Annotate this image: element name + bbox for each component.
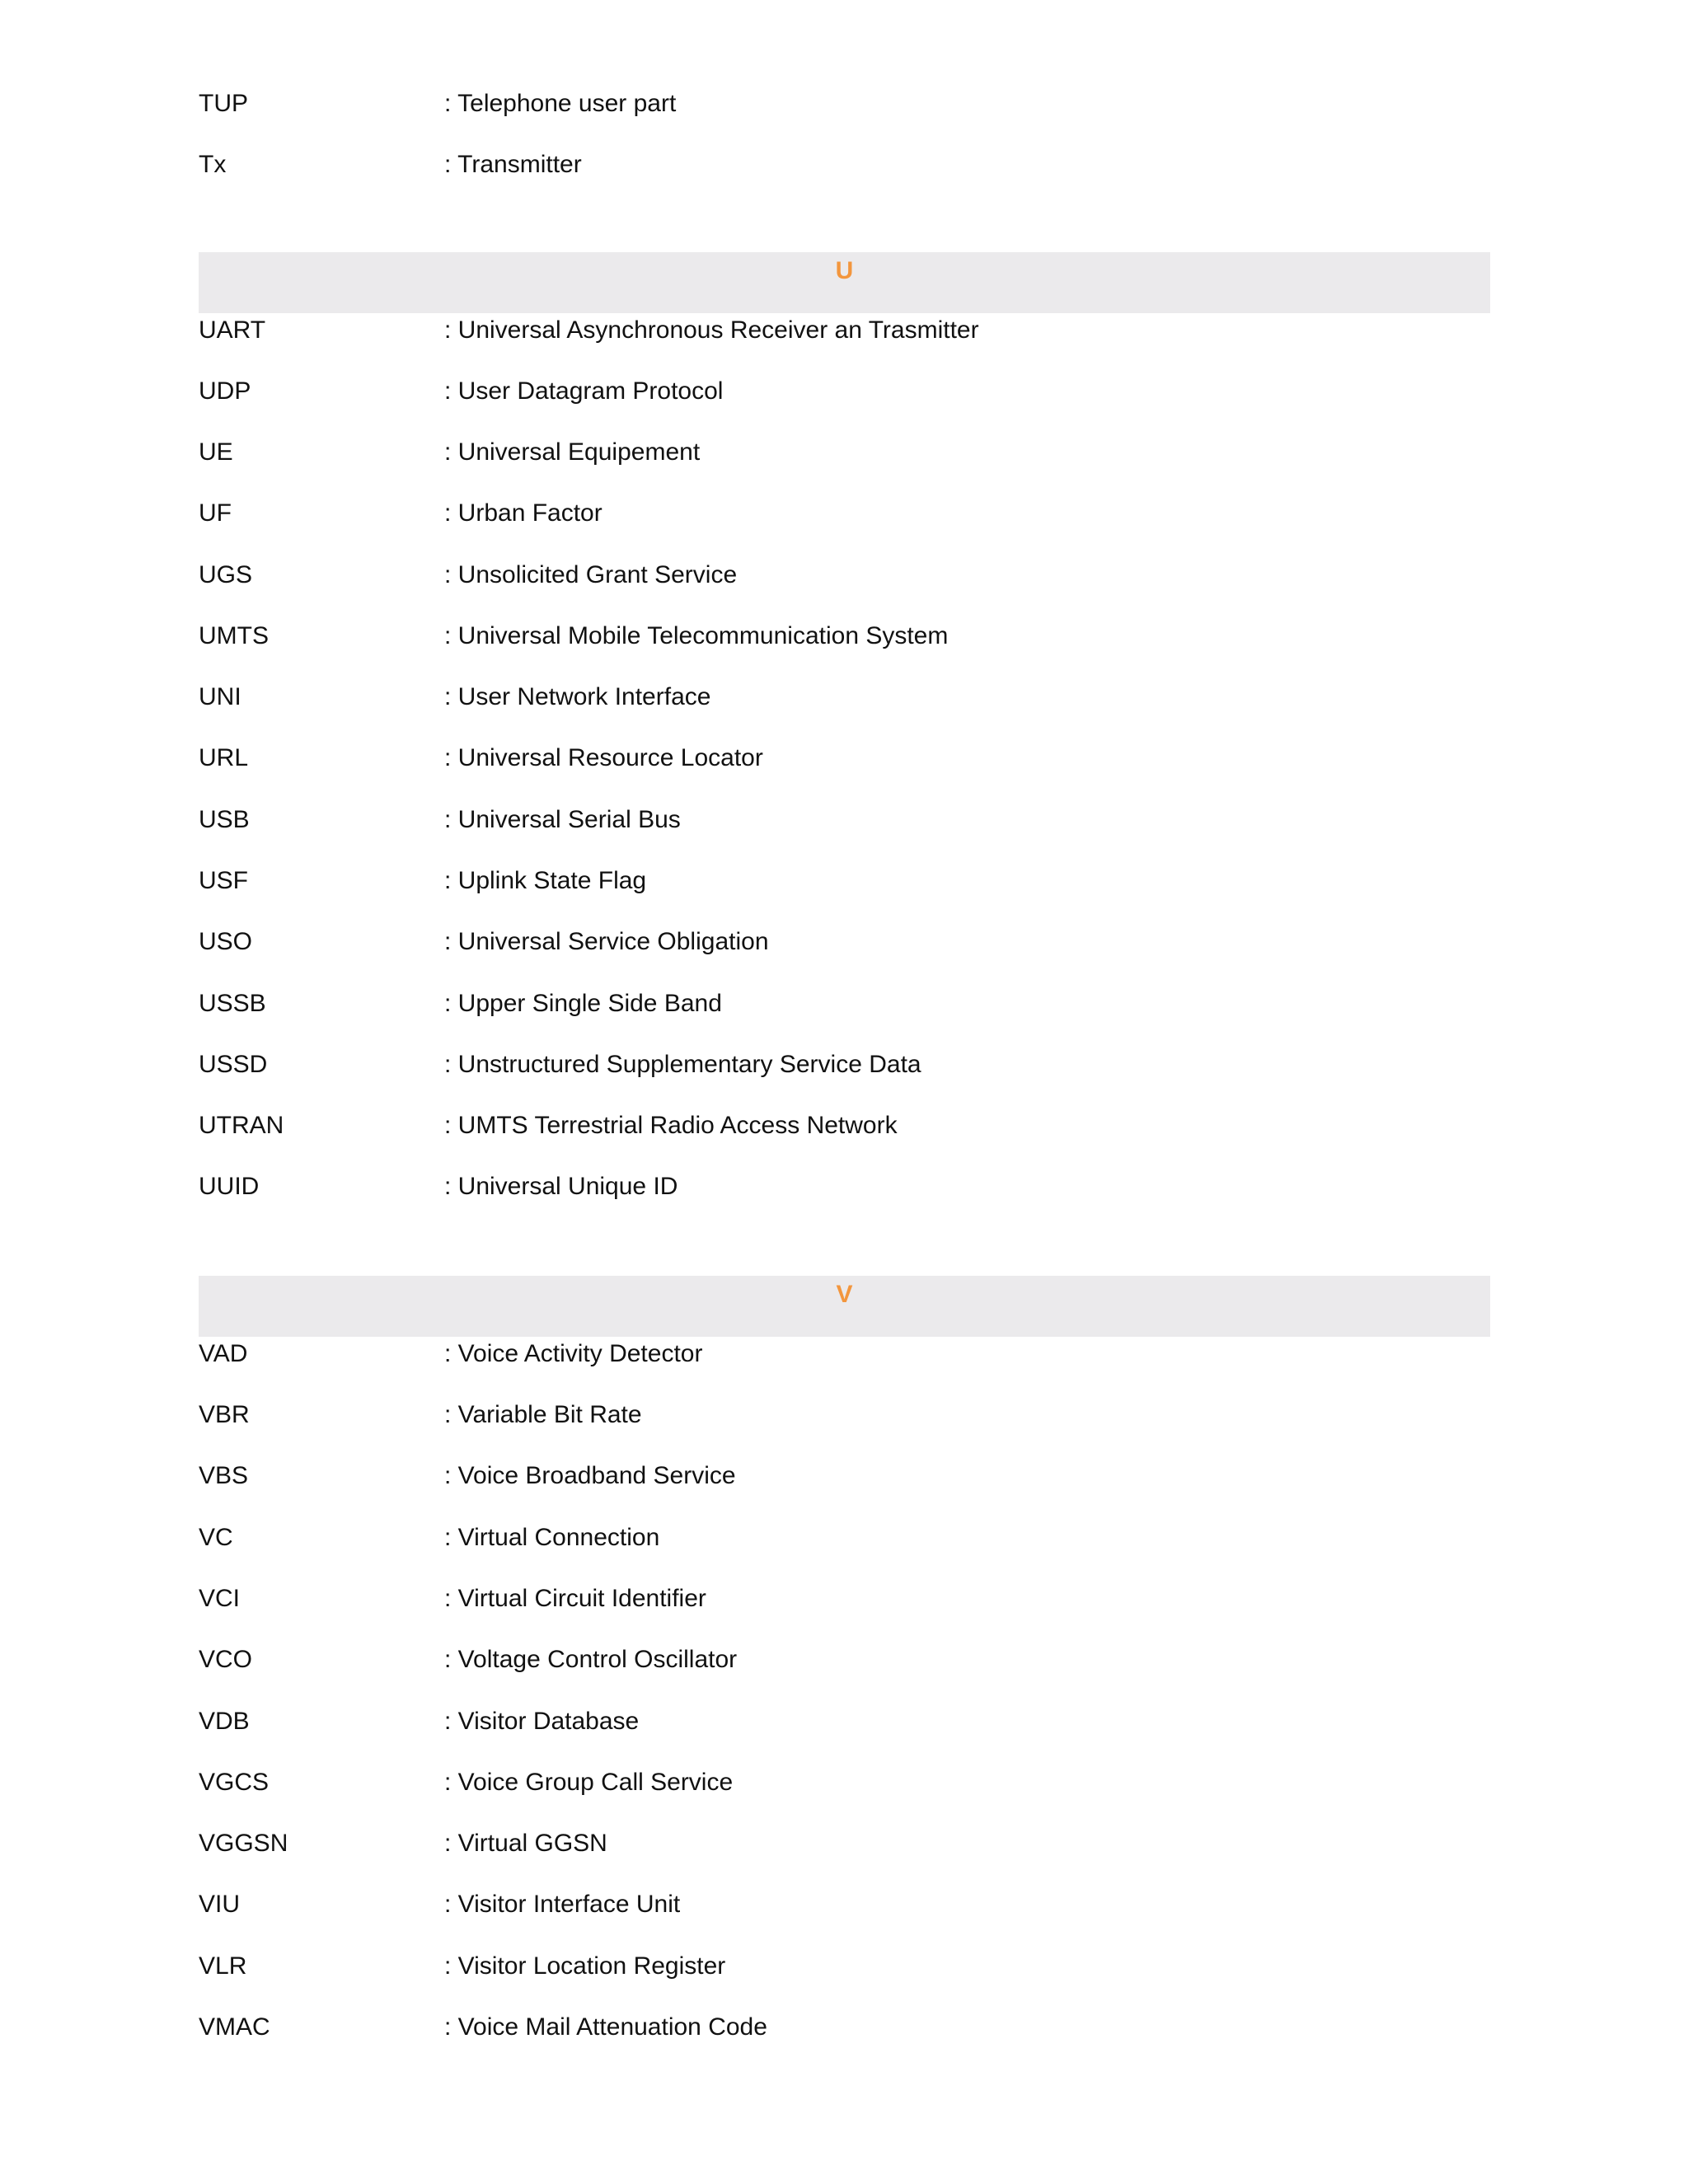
entry-definition: : Transmitter xyxy=(444,151,582,178)
glossary-entry xyxy=(199,865,1490,926)
entry-abbreviation: VBR xyxy=(199,1401,250,1428)
entry-definition: : Voice Broadband Service xyxy=(444,1462,736,1489)
glossary-entry xyxy=(199,1049,1490,1110)
entry-definition: : Visitor Database xyxy=(444,1708,640,1735)
glossary-entry xyxy=(199,149,1490,210)
entry-definition: : Universal Service Obligation xyxy=(444,928,769,955)
entry-definition: : Universal Equipement xyxy=(444,438,701,466)
entry-definition: : User Datagram Protocol xyxy=(444,377,724,405)
glossary-entry xyxy=(199,1767,1490,1828)
section-letter: U xyxy=(835,257,854,284)
glossary-entry xyxy=(199,1889,1490,1950)
entry-definition: : Variable Bit Rate xyxy=(444,1401,642,1428)
entry-definition: : Universal Resource Locator xyxy=(444,744,763,771)
entry-abbreviation: UMTS xyxy=(199,622,269,649)
entry-definition: : UMTS Terrestrial Radio Access Network xyxy=(444,1112,898,1139)
entry-abbreviation: USF xyxy=(199,867,248,894)
glossary-entry xyxy=(199,560,1490,621)
glossary-entry xyxy=(199,1338,1490,1399)
entry-abbreviation: UUID xyxy=(199,1173,260,1200)
glossary-entry xyxy=(199,376,1490,437)
glossary-entry xyxy=(199,88,1490,149)
entry-abbreviation: UART xyxy=(199,316,266,344)
entry-abbreviation: VGCS xyxy=(199,1769,270,1796)
entry-abbreviation: UDP xyxy=(199,377,251,405)
entry-abbreviation: VCO xyxy=(199,1646,253,1673)
entry-definition: : Virtual Connection xyxy=(444,1524,660,1551)
glossary-entry xyxy=(199,1706,1490,1767)
entry-abbreviation: Tx xyxy=(199,151,227,178)
entry-definition: : Universal Mobile Telecommunication System xyxy=(444,622,949,649)
glossary-entry xyxy=(199,1110,1490,1171)
glossary-entry xyxy=(199,682,1490,743)
section-header-v xyxy=(199,1276,1490,1337)
glossary-entry xyxy=(199,988,1490,1049)
entry-abbreviation: VAD xyxy=(199,1340,248,1367)
glossary-entry xyxy=(199,1828,1490,1889)
glossary-entry xyxy=(199,1951,1490,2012)
glossary-entry xyxy=(199,1399,1490,1460)
entry-definition: : User Network Interface xyxy=(444,683,711,710)
entry-abbreviation: VGGSN xyxy=(199,1830,288,1857)
glossary-entry xyxy=(199,804,1490,865)
entry-abbreviation: USSD xyxy=(199,1051,268,1078)
glossary-entry xyxy=(199,315,1490,376)
glossary-entry xyxy=(199,1171,1490,1232)
entry-abbreviation: VIU xyxy=(199,1891,241,1918)
glossary-entry xyxy=(199,1522,1490,1583)
glossary-entry xyxy=(199,743,1490,804)
glossary-entry xyxy=(199,1644,1490,1705)
entry-definition: : Virtual Circuit Identifier xyxy=(444,1585,706,1612)
entry-abbreviation: UTRAN xyxy=(199,1112,284,1139)
entry-definition: : Voltage Control Oscillator xyxy=(444,1646,738,1673)
entry-abbreviation: USB xyxy=(199,806,250,833)
entry-definition: : Voice Activity Detector xyxy=(444,1340,703,1367)
entry-abbreviation: USO xyxy=(199,928,253,955)
entry-definition: : Virtual GGSN xyxy=(444,1830,607,1857)
entry-abbreviation: USSB xyxy=(199,990,266,1017)
entry-abbreviation: TUP xyxy=(199,90,248,117)
entry-definition: : Telephone user part xyxy=(444,90,677,117)
glossary-entry xyxy=(199,621,1490,682)
entry-abbreviation: UGS xyxy=(199,561,253,588)
entry-abbreviation: UF xyxy=(199,499,232,527)
entry-definition: : Voice Group Call Service xyxy=(444,1769,734,1796)
entry-definition: : Universal Unique ID xyxy=(444,1173,678,1200)
entry-abbreviation: URL xyxy=(199,744,249,771)
entry-abbreviation: UNI xyxy=(199,683,241,710)
entry-abbreviation: VDB xyxy=(199,1708,250,1735)
glossary-entry xyxy=(199,2012,1490,2073)
glossary-entry xyxy=(199,1460,1490,1521)
glossary-entry xyxy=(199,437,1490,498)
entry-definition: : Upper Single Side Band xyxy=(444,990,722,1017)
entry-abbreviation: VLR xyxy=(199,1952,247,1980)
entry-abbreviation: VCI xyxy=(199,1585,241,1612)
entry-definition: : Universal Asynchronous Receiver an Trasmitter xyxy=(444,316,979,344)
section-header-u xyxy=(199,252,1490,313)
entry-definition: : Unsolicited Grant Service xyxy=(444,561,738,588)
entry-definition: : Visitor Interface Unit xyxy=(444,1891,681,1918)
entry-abbreviation: VC xyxy=(199,1524,233,1551)
entry-definition: : Visitor Location Register xyxy=(444,1952,726,1980)
glossary-entry xyxy=(199,1583,1490,1644)
entry-definition: : Urban Factor xyxy=(444,499,603,527)
entry-definition: : Universal Serial Bus xyxy=(444,806,681,833)
entry-abbreviation: VBS xyxy=(199,1462,249,1489)
entry-abbreviation: VMAC xyxy=(199,2013,270,2041)
entry-definition: : Uplink State Flag xyxy=(444,867,647,894)
entry-abbreviation: UE xyxy=(199,438,233,466)
glossary-entry xyxy=(199,926,1490,987)
section-letter: V xyxy=(836,1281,853,1308)
glossary-entry xyxy=(199,498,1490,559)
entry-definition: : Unstructured Supplementary Service Data xyxy=(444,1051,921,1078)
entry-definition: : Voice Mail Attenuation Code xyxy=(444,2013,767,2041)
